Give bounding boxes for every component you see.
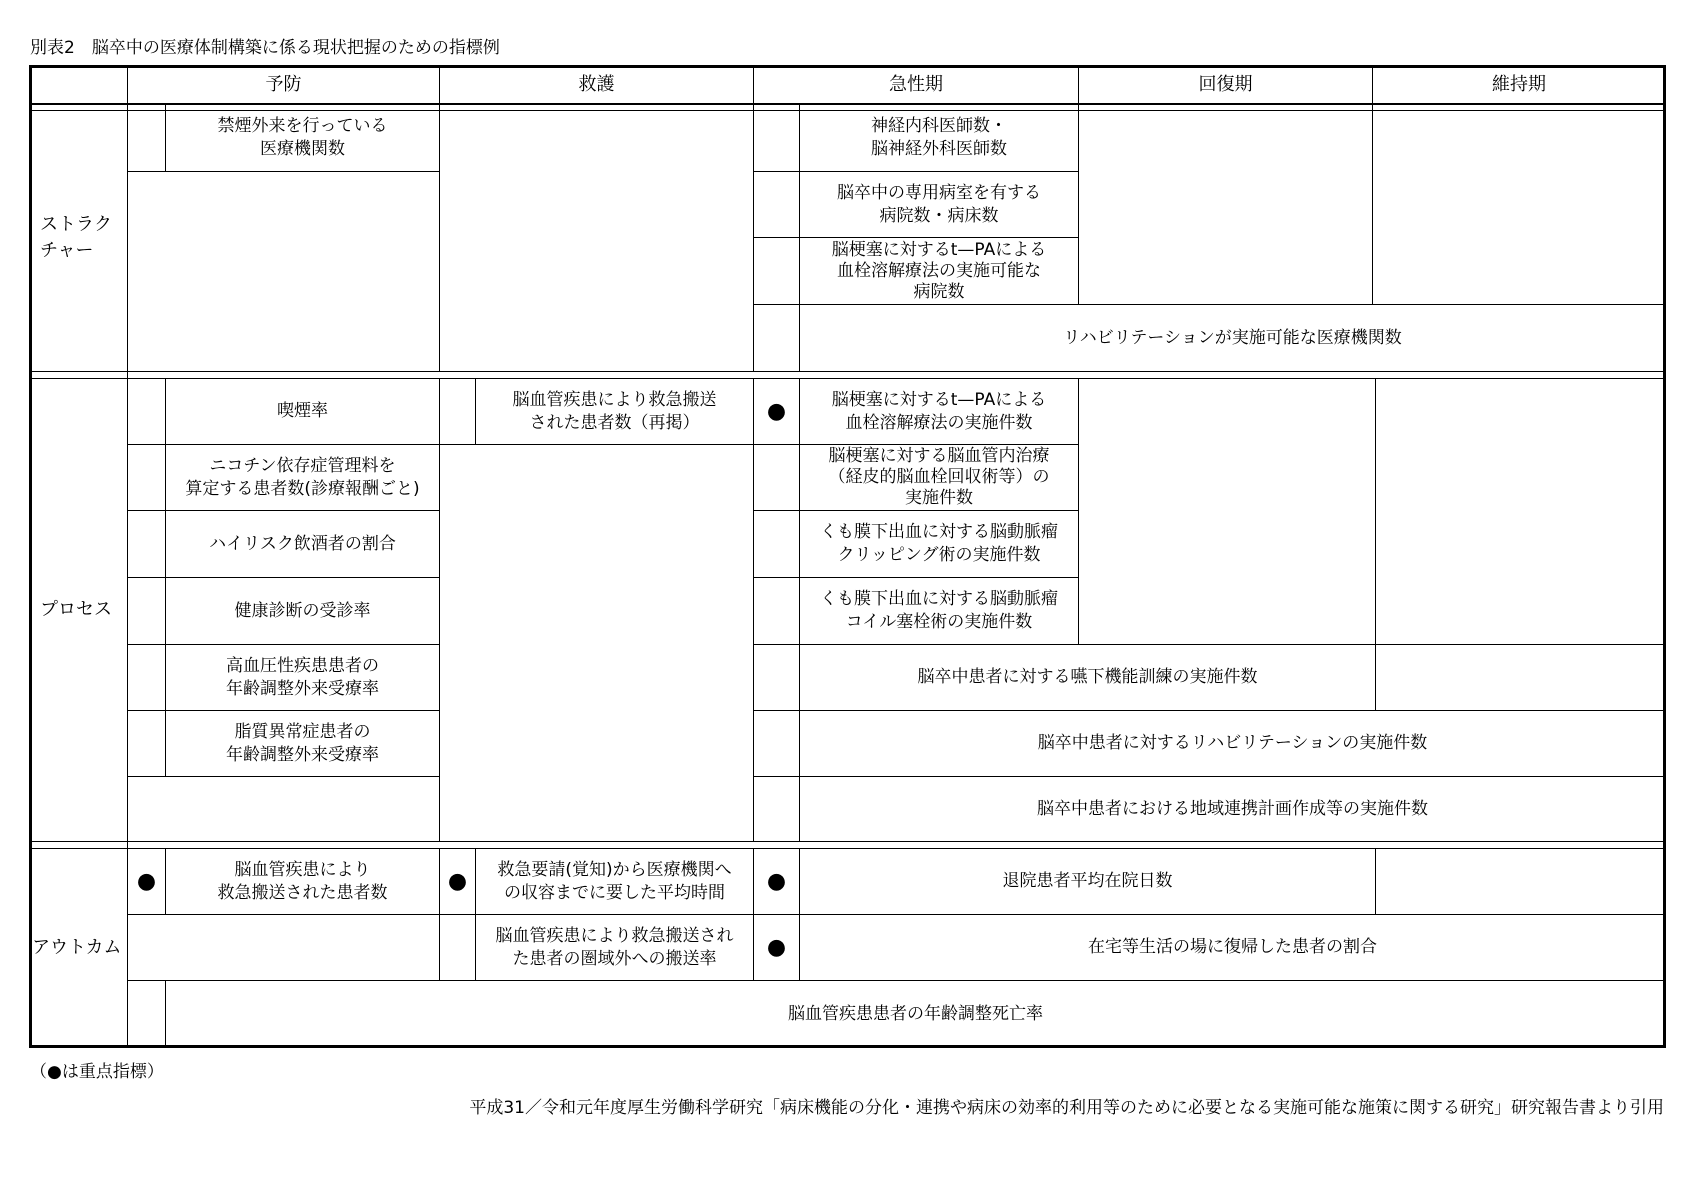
process-ambulance-patients: 脳血管疾患により救急搬送 された患者数（再掲）	[475, 378, 754, 445]
outcome-rescue-key-mark: ●	[439, 848, 476, 915]
process-nicotine-dependence: ニコチン依存症管理料を 算定する患者数(診療報酬ごと)	[165, 444, 440, 511]
process-acute-mark-7	[753, 776, 800, 842]
header-corner	[29, 65, 128, 104]
legend-note: （●は重点指標）	[30, 1062, 164, 1082]
outcome-rescue-mark-2	[439, 914, 476, 981]
process-high-risk-drinking: ハイリスク飲酒者の割合	[165, 510, 440, 578]
structure-acute-mark-1	[753, 104, 800, 172]
outcome-mortality-mark	[127, 980, 166, 1048]
process-acute-mark-4	[753, 577, 800, 645]
outcome-acute-key-mark-1: ●	[753, 848, 800, 915]
process-mark-5	[127, 644, 166, 711]
process-prevention-empty	[127, 776, 440, 842]
process-acute-mark-6	[753, 710, 800, 777]
header-prevention: 予防	[127, 65, 440, 104]
structure-prevention-mark	[127, 104, 166, 172]
structure-prevention-empty	[127, 171, 440, 372]
header-maintenance: 維持期	[1372, 65, 1666, 104]
structure-rehab-mark	[753, 304, 800, 372]
source-citation: 平成31／令和元年度厚生労働科学研究「病床機能の分化・連携や病床の効率的利用等のために必要となる実施可能な施策に関する研究」研究報告書より引用	[469, 1098, 1664, 1118]
process-rescue-empty	[439, 444, 754, 842]
process-swallowing-training: 脳卒中患者に対する嚥下機能訓練の実施件数	[799, 644, 1376, 711]
process-dyslipidemia-visits: 脂質異常症患者の 年齢調整外来受療率	[165, 710, 440, 777]
process-recovery-empty	[1078, 378, 1376, 645]
process-mark-1	[127, 378, 166, 445]
outcome-acute-key-mark-2: ●	[753, 914, 800, 981]
process-acute-mark-5	[753, 644, 800, 711]
document-title: 別表2 脳卒中の医療体制構築に係る現状把握のための指標例	[30, 38, 500, 58]
header-recovery: 回復期	[1078, 65, 1373, 104]
process-acute-mark-2	[753, 444, 800, 511]
process-tpa-count: 脳梗塞に対するt—PAによる 血栓溶解療法の実施件数	[799, 378, 1079, 445]
structure-tpa-hospitals: 脳梗塞に対するt—PAによる 血栓溶解療法の実施可能な 病院数	[799, 237, 1079, 305]
section-process: プロセス	[29, 378, 128, 842]
outcome-prevention-empty	[127, 914, 440, 981]
structure-smoking-clinic: 禁煙外来を行っている 医療機関数	[165, 104, 440, 172]
structure-rehab-facilities: リハビリテーションが実施可能な医療機関数	[799, 304, 1666, 372]
section-outcome: アウトカム	[29, 848, 128, 1048]
process-hypertension-visits: 高血圧性疾患患者の 年齢調整外来受療率	[165, 644, 440, 711]
process-mark-3	[127, 510, 166, 578]
process-maintenance-empty	[1375, 378, 1666, 645]
header-acute: 急性期	[753, 65, 1079, 104]
process-acute-mark-3	[753, 510, 800, 578]
process-rescue-mark	[439, 378, 476, 445]
structure-stroke-units: 脳卒中の専用病室を有する 病院数・病床数	[799, 171, 1079, 238]
structure-rescue-empty	[439, 104, 754, 372]
outcome-maintenance-empty	[1375, 848, 1666, 915]
process-acute-key-mark: ●	[753, 378, 800, 445]
structure-maintenance-empty	[1372, 104, 1666, 305]
process-rehab-count: 脳卒中患者に対するリハビリテーションの実施件数	[799, 710, 1666, 777]
structure-acute-mark-3	[753, 237, 800, 305]
section-structure: ストラク チャー	[29, 104, 128, 372]
structure-neurologists: 神経内科医師数・ 脳神経外科医師数	[799, 104, 1079, 172]
outcome-average-stay: 退院患者平均在院日数	[799, 848, 1376, 915]
structure-recovery-empty	[1078, 104, 1373, 305]
header-rescue: 救護	[439, 65, 754, 104]
process-mark-6	[127, 710, 166, 777]
process-regional-plan: 脳卒中患者における地域連携計画作成等の実施件数	[799, 776, 1666, 842]
structure-acute-mark-2	[753, 171, 800, 238]
outcome-home-return-rate: 在宅等生活の場に復帰した患者の割合	[799, 914, 1666, 981]
outcome-mortality-rate: 脳血管疾患患者の年齢調整死亡率	[165, 980, 1666, 1048]
process-mark-4	[127, 577, 166, 645]
outcome-ambulance-patients: 脳血管疾患により 救急搬送された患者数	[165, 848, 440, 915]
process-smoking-rate: 喫煙率	[165, 378, 440, 445]
process-aneurysm-clipping: くも膜下出血に対する脳動脈瘤 クリッピング術の実施件数	[799, 510, 1079, 578]
outcome-prevention-key-mark: ●	[127, 848, 166, 915]
outcome-transport-time: 救急要請(覚知)から医療機関へ の収容までに要した平均時間	[475, 848, 754, 915]
process-coil-embolization: くも膜下出血に対する脳動脈瘤 コイル塞栓術の実施件数	[799, 577, 1079, 645]
process-swallowing-maintenance-empty	[1375, 644, 1666, 711]
outcome-out-of-area-transport: 脳血管疾患により救急搬送され た患者の圏域外への搬送率	[475, 914, 754, 981]
process-health-checkup: 健康診断の受診率	[165, 577, 440, 645]
process-mark-2	[127, 444, 166, 511]
process-thrombectomy: 脳梗塞に対する脳血管内治療 （経皮的脳血栓回収術等）の 実施件数	[799, 444, 1079, 511]
